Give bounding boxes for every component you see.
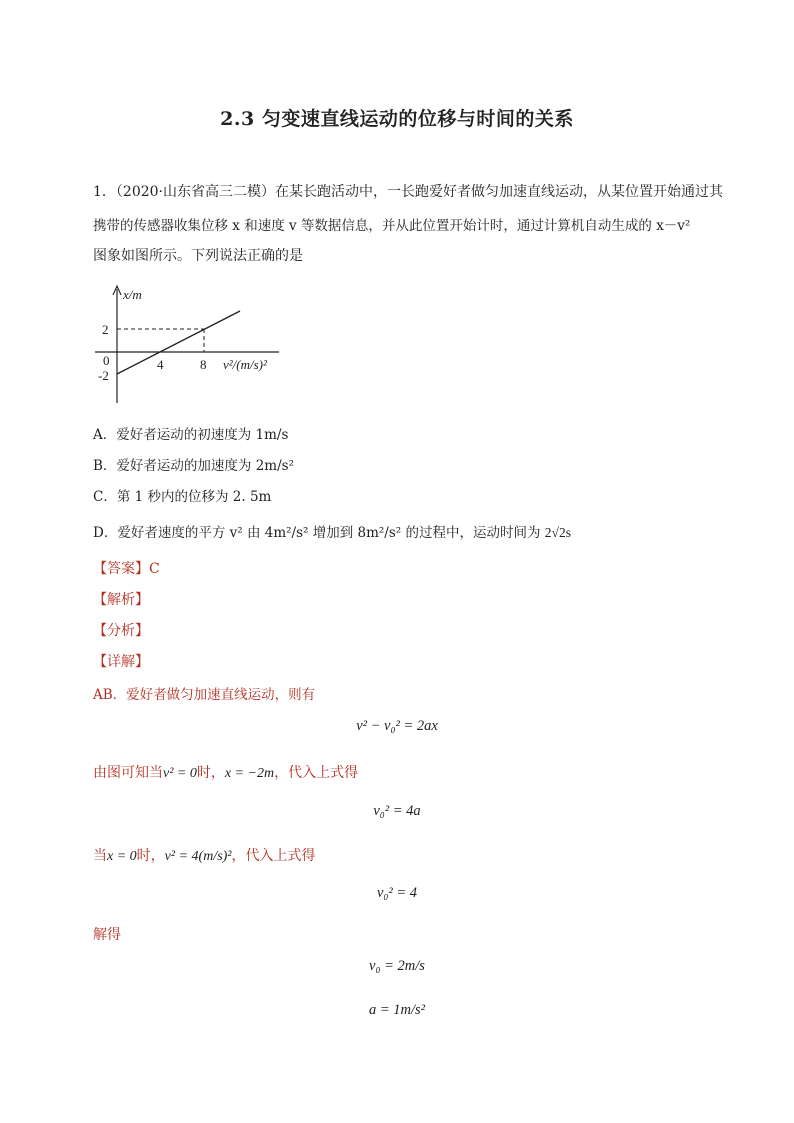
y-axis-label: x/m [123,287,142,302]
jiexi-label: 【解析】 [93,592,149,608]
step-2-text-pre: 由图可知当 [93,765,163,781]
question-stem [93,178,733,206]
solution-intro: AB．爱好者做匀加速直线运动，则有 [93,687,316,703]
option-b: B．爱好者运动的加速度为 2m/s² [93,458,294,474]
option-d [93,521,571,541]
step-2-text-post: ，代入上式得 [274,765,359,781]
step-3-math-2: v² = 4(m/s)² [164,849,232,864]
option-a: A．爱好者运动的初速度为 1m/s [93,427,289,443]
y-tick-neg2: -2 [98,368,109,383]
equation-4: v₀ = 2m/s [369,958,425,974]
equation-1: v² − v₀² = 2ax [356,718,438,734]
page-title: 2.3 匀变速直线运动的位移与时间的关系 [220,108,574,130]
x-tick-8: 8 [200,357,207,372]
xiangjie-label: 【详解】 [93,654,149,670]
x-tick-4: 4 [157,357,164,372]
equation-3: v₀² = 4 [376,885,418,901]
equation-2: v₀² = 4a [373,803,421,819]
x-v2-graph [93,283,293,408]
question-stem-line-2: 携带的传感器收集位移 x 和速度 v 等数据信息，并从此位置开始计时，通过计算机自动生成的 x－v² [93,218,691,234]
jiede-label: 解得 [93,927,121,943]
question-stem-line-3: 图象如图所示。下列说法正确的是 [93,248,303,264]
origin-label: 0 [103,353,110,368]
option-d-value: 2√2s [544,525,571,540]
answer-label: 【答案】C [93,561,160,577]
y-tick-2: 2 [102,322,109,337]
question-source: （2020·山东省高三二模） [115,184,276,200]
fenxi-label: 【分析】 [93,623,149,639]
step-3-text-post: ，代入上式得 [231,848,316,864]
equation-5: a = 1m/s² [368,1002,426,1018]
question-stem-line-1: 在某长跑活动中，一长跑爱好者做匀加速直线运动，从某位置开始通过其 [275,184,724,200]
step-3-text-pre: 当 [93,848,107,864]
x-axis-label: v²/(m/s)² [223,357,267,372]
solution-step-3 [93,845,316,865]
option-d-text: D．爱好者速度的平方 v² 由 4m²/s² 增加到 8m²/s² 的过程中，运动时间为 [93,525,545,541]
solution-step-2 [93,762,358,782]
step-2-math-2: x = −2m [224,766,275,781]
question-number: 1． [93,184,116,200]
step-2-text-mid: 时， [196,765,225,781]
step-2-math-1: v² = 0 [163,766,197,781]
step-3-text-mid: 时， [136,848,165,864]
option-c: C．第 1 秒内的位移为 2. 5m [93,489,272,505]
step-3-math-1: x = 0 [107,849,137,864]
data-line [117,311,240,374]
